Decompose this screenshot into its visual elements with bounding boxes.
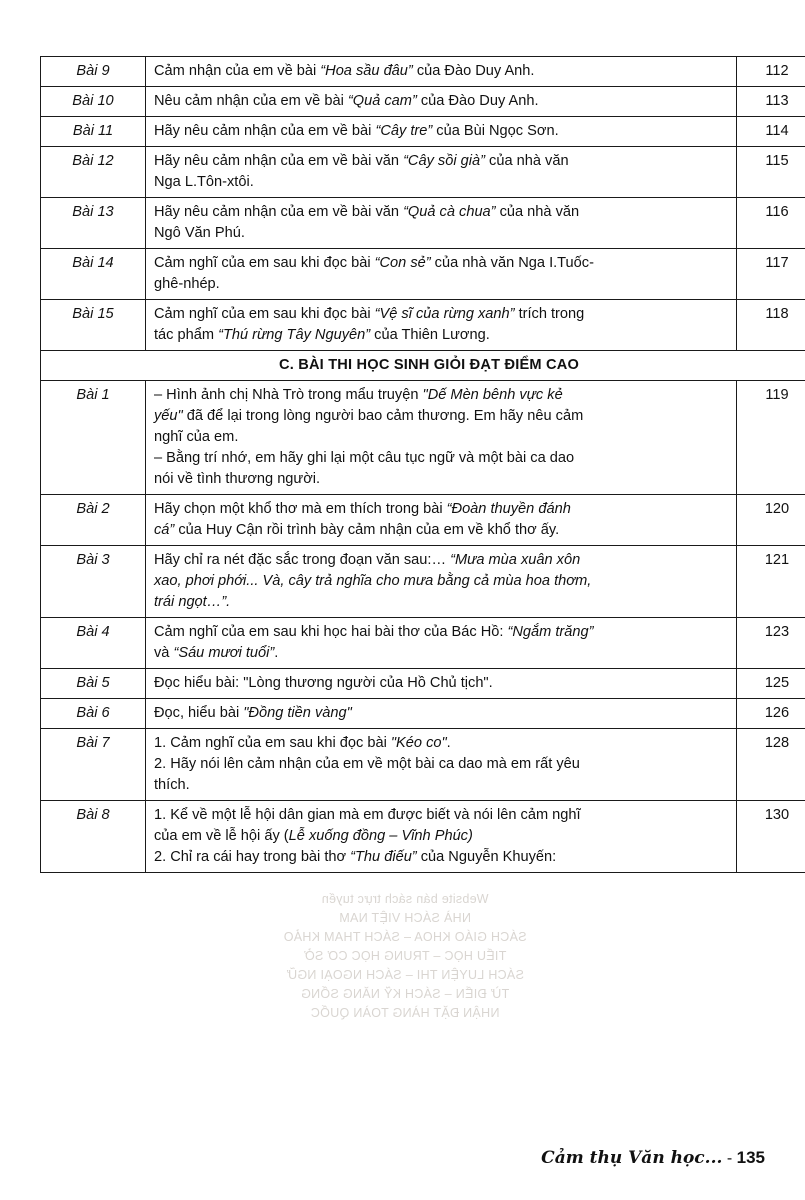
entry-text-plain: Cảm nghĩ của em sau khi học hai bài thơ của Bác Hồ: [154,624,508,640]
entry-label: Bài 5 [41,669,146,699]
entry-text [146,699,737,729]
table-row [41,546,805,618]
entry-text-plain: của Đào Duy Anh. [412,63,535,79]
entry-text-italic: “Thu điếu” [350,849,417,865]
entry-page-number: 120 [737,495,805,546]
entry-page-number: 115 [737,147,805,198]
entry-page-number: 121 [737,546,805,618]
entry-text-italic: xao, phơi phới... Và, cây trả nghĩa cho mưa bằng cả mùa hoa thơm, [154,573,592,589]
entry-text-line [154,469,728,489]
entry-text-plain: Hãy nêu cảm nhận của em về bài văn [154,204,404,220]
entry-text-plain: của em về lễ hội ấy ( [154,828,289,844]
entry-text-plain: của nhà văn Nga I.Tuốc- [430,255,594,271]
entry-text-line [154,703,728,723]
entry-page-number: 118 [737,300,805,351]
entry-text-plain: Ngô Văn Phú. [154,225,245,241]
entry-text-plain: Cảm nghĩ của em sau khi đọc bài [154,255,375,271]
entry-text-plain: Hãy nêu cảm nhận của em về bài [154,123,376,139]
entry-text-plain: Nêu cảm nhận của em về bài [154,93,348,109]
entry-page-number: 117 [737,249,805,300]
page-footer [541,1148,765,1168]
entry-text-italic: “Quả cam” [347,93,417,109]
entry-text-plain: ghê-nhép. [154,276,220,292]
entry-text [146,381,737,495]
entry-text-italic: "Dế Mèn bênh vực kẻ [422,387,563,403]
entry-text-plain: của Bùi Ngọc Sơn. [432,123,559,139]
entry-label: Bài 2 [41,495,146,546]
entry-text [146,618,737,669]
entry-text-line [154,805,728,825]
entry-text-line [154,61,728,81]
entry-page-number: 119 [737,381,805,495]
entry-text-plain: của nhà văn [484,153,569,169]
entry-text-line [154,733,728,753]
entry-page-number: 114 [737,117,805,147]
table-row [41,495,805,546]
entry-text-line [154,202,728,222]
table-section-row [41,351,805,381]
entry-text-plain: 2. Hãy nói lên cảm nhận của em về một bài ca dao mà em rất yêu [154,756,580,772]
table-row [41,117,805,147]
entry-text-italic: trái ngọt…”. [154,594,231,610]
table-row [41,699,805,729]
entry-label: Bài 3 [41,546,146,618]
entry-text-italic: “Mưa mùa xuân xôn [450,552,581,568]
entry-text-plain: của Nguyễn Khuyến: [416,849,557,865]
entry-text-plain: Đọc hiểu bài: "Lòng thương người của Hồ Chủ tịch". [154,675,493,691]
entry-text-plain: của Đào Duy Anh. [416,93,539,109]
table-row [41,801,805,873]
entry-text-italic: “Sáu mươi tuổi” [173,645,275,661]
entry-text-italic: “Quả cà chua” [403,204,496,220]
entry-text-plain: nói về tình thương người. [154,471,321,487]
table-of-contents [40,56,805,873]
entry-text-plain: Hãy nêu cảm nhận của em về bài văn [154,153,404,169]
entry-text-italic: "Kéo co" [390,735,447,751]
entry-text-line [154,571,728,591]
entry-label: Bài 1 [41,381,146,495]
entry-text-italic: "Đồng tiền vàng" [243,705,352,721]
entry-label: Bài 4 [41,618,146,669]
entry-text-line [154,91,728,111]
entry-label: Bài 12 [41,147,146,198]
entry-text-plain: nghĩ của em. [154,429,239,445]
entry-text-line [154,121,728,141]
entry-text-line [154,643,728,663]
table-row [41,729,805,801]
entry-text [146,495,737,546]
entry-text-line [154,304,728,324]
entry-text-plain: Cảm nghĩ của em sau khi đọc bài [154,306,375,322]
table-row [41,669,805,699]
entry-text-italic: yếu" [154,408,183,424]
entry-text-italic: cá” [154,522,175,538]
table-row [41,147,805,198]
entry-label: Bài 14 [41,249,146,300]
entry-text-plain: 1. Kể về một lễ hội dân gian mà em được biết và nói lên cảm nghĩ [154,807,581,823]
entry-page-number: 126 [737,699,805,729]
entry-text-line [154,847,728,867]
entry-text [146,801,737,873]
entry-text-plain: Nga L.Tôn-xtôi. [154,174,254,190]
entry-page-number: 128 [737,729,805,801]
entry-text [146,249,737,300]
entry-text-italic: “Con sẻ” [374,255,431,271]
bleed-through-text: Website bán sách trực tuyến NHÀ SÁCH VIỆT NAM SÁCH GIÁO KHOA – SÁCH THAM KHẢO TIỂU HỌC – TRUNG HỌC CƠ SỞ SÁCH LUYỆN THI – SÁCH NGOẠI NGỮ TỪ ĐIỂN – SÁCH KỸ NĂNG SỐNG NHẬN ĐẶT HÀNG TOÀN QUỐC [283,892,527,1020]
table-row [41,381,805,495]
entry-label: Bài 11 [41,117,146,147]
entry-text-line [154,274,728,294]
entry-text-italic: “Cây sồi già” [403,153,485,169]
entry-text-line [154,427,728,447]
table-row [41,57,805,87]
entry-label: Bài 6 [41,699,146,729]
entry-text [146,87,737,117]
entry-text-line [154,223,728,243]
entry-text-line [154,151,728,171]
entry-label: Bài 9 [41,57,146,87]
entry-text-italic: “Ngắm trăng” [507,624,594,640]
entry-text-line [154,826,728,846]
entry-text-line [154,172,728,192]
entry-text-plain: . [446,735,451,751]
entry-page-number: 125 [737,669,805,699]
entry-label: Bài 13 [41,198,146,249]
entry-text [146,729,737,801]
entry-label: Bài 7 [41,729,146,801]
entry-text-plain: Hãy chọn một khổ thơ mà em thích trong bài [154,501,447,517]
table-row [41,249,805,300]
entry-page-number: 113 [737,87,805,117]
entry-text-italic: “Thú rừng Tây Nguyên” [218,327,371,343]
entry-text-plain: tác phẩm [154,327,219,343]
entry-text [146,147,737,198]
entry-text-plain: Cảm nhận của em về bài [154,63,321,79]
table-row [41,300,805,351]
entry-text-italic: “Vệ sĩ của rừng xanh” [374,306,515,322]
entry-text-line [154,325,728,345]
entry-text-plain: đã để lại trong lòng người bao cảm thương. Em hãy nêu cảm [182,408,584,424]
entry-page-number: 112 [737,57,805,87]
entry-text-line [154,775,728,795]
entry-text-plain: 1. Cảm nghĩ của em sau khi đọc bài [154,735,391,751]
entry-text-plain: – Hình ảnh chị Nhà Trò trong mẩu truyện [154,387,423,403]
entry-text-italic: “Đoàn thuyền đánh [446,501,571,517]
entry-text-plain: của Huy Cận rồi trình bày cảm nhận của em về khổ thơ ấy. [174,522,560,538]
table-row [41,198,805,249]
entry-text-line [154,592,728,612]
entry-text-line [154,550,728,570]
entry-page-number: 116 [737,198,805,249]
entry-text [146,57,737,87]
entry-text-line [154,754,728,774]
footer-title: Cảm thụ Văn học... [541,1148,723,1168]
entry-text-plain: thích. [154,777,190,793]
entry-text-plain: Đọc, hiểu bài [154,705,244,721]
entry-text-italic: “Cây tre” [375,123,433,139]
entry-text-italic: Lễ xuống đồng – Vĩnh Phúc) [288,828,473,844]
entry-text-line [154,385,728,405]
table-row [41,87,805,117]
entry-text-line [154,673,728,693]
entry-text-plain: của Thiên Lương. [370,327,490,343]
entry-text-line [154,499,728,519]
entry-text-line [154,406,728,426]
entry-text [146,117,737,147]
table-row [41,618,805,669]
entry-text [146,198,737,249]
entry-text-plain: của nhà văn [495,204,580,220]
entry-label: Bài 8 [41,801,146,873]
entry-text-line [154,520,728,540]
entry-text-plain: trích trong [514,306,585,322]
entry-text-line [154,622,728,642]
footer-separator: - [722,1150,737,1167]
footer-page-number: 135 [736,1148,765,1167]
section-heading: C. BÀI THI HỌC SINH GIỎI ĐẠT ĐIỂM CAO [41,351,805,381]
entry-text-plain: – Bằng trí nhớ, em hãy ghi lại một câu tục ngữ và một bài ca dao [154,450,575,466]
entry-text-plain: và [154,645,174,661]
entry-text [146,300,737,351]
entry-text-plain: Hãy chỉ ra nét đặc sắc trong đoạn văn sau:… [154,552,451,568]
entry-text-plain: . [274,645,279,661]
entry-label: Bài 15 [41,300,146,351]
entry-text [146,546,737,618]
entry-page-number: 123 [737,618,805,669]
entry-text-plain: 2. Chỉ ra cái hay trong bài thơ [154,849,351,865]
entry-text-line [154,448,728,468]
entry-text-italic: “Hoa sầu đâu” [320,63,413,79]
entry-text-line [154,253,728,273]
entry-label: Bài 10 [41,87,146,117]
entry-page-number: 130 [737,801,805,873]
entry-text [146,669,737,699]
